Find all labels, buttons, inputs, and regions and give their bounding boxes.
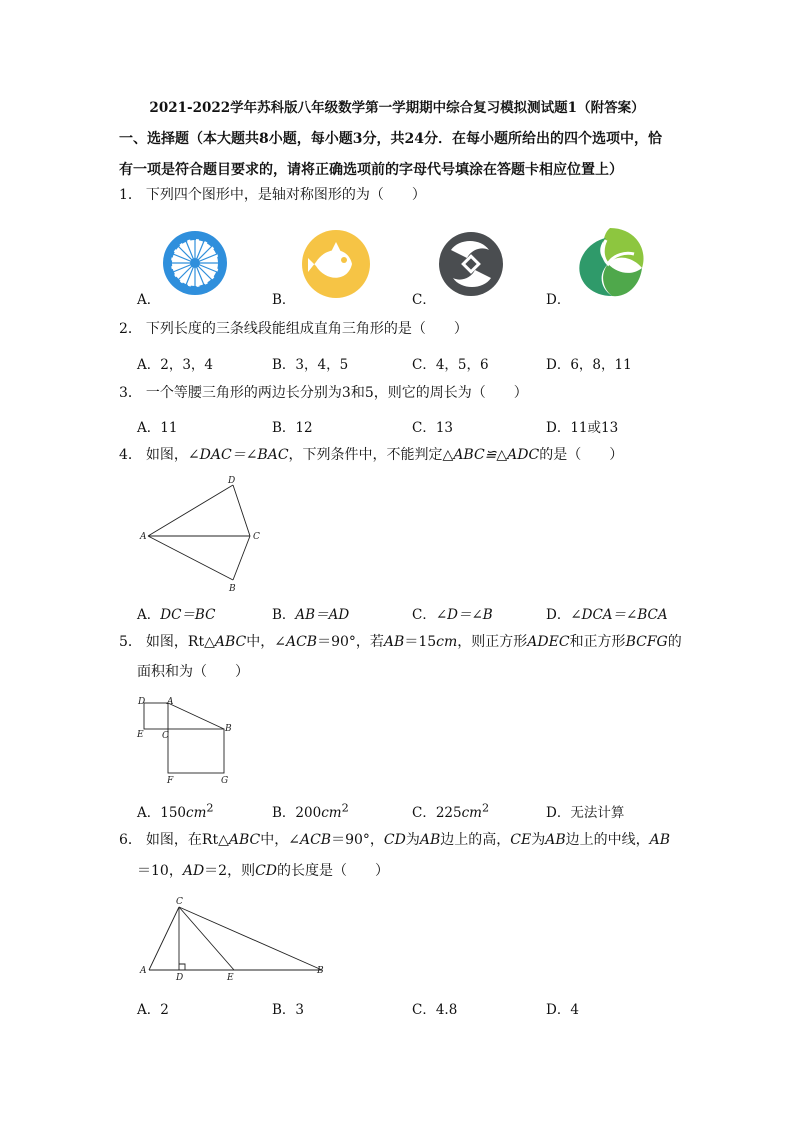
question-text: 如图，在Rt△ xyxy=(145,832,229,848)
math-var: ACB xyxy=(299,832,332,848)
question-text: ＝90°，若 xyxy=(317,634,384,650)
option-b[interactable] xyxy=(272,801,349,821)
question-number: 4． xyxy=(119,447,142,463)
option-b[interactable]: B．12 xyxy=(272,420,313,436)
option-b[interactable]: B．3 xyxy=(272,1002,305,1018)
option-text: AB＝AD xyxy=(295,607,350,623)
question-text: 和正方形 xyxy=(569,634,626,650)
math-var: CD xyxy=(255,863,278,879)
question-number: 6． xyxy=(119,832,142,848)
math-var: AB xyxy=(649,832,671,848)
math-var: cm xyxy=(436,634,458,650)
unit: cm xyxy=(461,805,482,821)
option-text: A．150 xyxy=(137,805,187,821)
question-text: 为 xyxy=(531,832,546,848)
math-var: BCFG xyxy=(625,634,668,650)
figure-right-triangle xyxy=(136,892,336,984)
option-a[interactable]: A．11 xyxy=(137,420,178,436)
question-text: 如图， xyxy=(145,447,188,463)
superscript: 2 xyxy=(481,801,490,815)
question-text: 边上的高， xyxy=(440,832,511,848)
option-letter: B． xyxy=(272,607,296,623)
option-a[interactable]: A．2，3，4 xyxy=(137,357,214,373)
question-text: 的长度是（ ） xyxy=(277,863,390,879)
option-a[interactable] xyxy=(137,801,214,821)
vertex-label-a: A xyxy=(140,966,147,976)
question-text: 一个等腰三角形的两边长分别为3和5，则它的周长为（ ） xyxy=(145,385,528,401)
vertex-label-b: B xyxy=(317,966,324,976)
section-line-1: 一、选择题（本大题共8小题，每小题3分，共24分．在每小题所给出的四个选项中，恰 xyxy=(119,131,662,147)
option-letter: D． xyxy=(546,607,571,623)
leaf-s-icon xyxy=(572,224,648,300)
option-text: B．200 xyxy=(272,805,322,821)
math-expression: △ABC≌△ADC xyxy=(442,447,540,463)
option-d[interactable]: D．6，8，11 xyxy=(546,357,632,373)
question-text: ＝10， xyxy=(137,863,183,879)
question-text: ＝15 xyxy=(404,634,437,650)
option-d[interactable] xyxy=(546,603,668,623)
option-letter: A． xyxy=(137,607,161,623)
flower-circle-icon xyxy=(160,228,230,298)
vertex-label-a: A xyxy=(140,532,147,542)
figure-quadrilateral-abcd xyxy=(138,470,268,596)
option-c[interactable] xyxy=(412,801,489,821)
vertex-label-e: E xyxy=(137,730,144,740)
question-1 xyxy=(119,180,426,210)
vertex-label-d: D xyxy=(228,476,236,486)
vertex-label-c: C xyxy=(176,897,183,907)
option-b[interactable]: B．3，4，5 xyxy=(272,357,349,373)
math-var: AB xyxy=(545,832,566,848)
question-text: 边上的中线， xyxy=(565,832,650,848)
math-var: CE xyxy=(510,832,532,848)
section-line-2: 有一项是符合题目要求的，请将正确选项前的字母代号填涂在答题卡相应位置上） xyxy=(119,162,623,178)
option-text: ∠DCA＝∠BCA xyxy=(570,607,668,623)
question-text: 中，∠ xyxy=(246,634,286,650)
math-var: CD xyxy=(383,832,406,848)
question-4 xyxy=(119,440,623,470)
math-var: ABC xyxy=(228,832,261,848)
question-text: 下列四个图形中，是轴对称图形的为（ ） xyxy=(145,187,426,203)
option-text: DC＝BC xyxy=(160,607,216,623)
question-text: ＝2，则 xyxy=(204,863,256,879)
vertex-label-d: D xyxy=(138,697,146,707)
option-c[interactable]: C． xyxy=(412,292,436,308)
question-text: ＝90°， xyxy=(331,832,384,848)
question-text: 下列长度的三条线段能组成直角三角形的是（ ） xyxy=(145,321,468,337)
question-number: 1． xyxy=(119,187,142,203)
question-text: ，则正方形 xyxy=(457,634,528,650)
vertex-label-c: C xyxy=(253,532,260,542)
vertex-label-f: F xyxy=(167,776,174,786)
option-text: C．225 xyxy=(412,805,462,821)
math-var: AB xyxy=(419,832,441,848)
option-c[interactable]: C．4，5，6 xyxy=(412,357,489,373)
question-2 xyxy=(119,314,468,344)
option-a[interactable]: A．2 xyxy=(137,1002,169,1018)
question-text: 的 xyxy=(667,634,682,650)
vertex-label-d: D xyxy=(176,973,184,983)
option-a[interactable] xyxy=(137,603,215,623)
vertex-label-c: C xyxy=(162,731,169,741)
section-heading xyxy=(119,124,679,186)
vertex-label-b: B xyxy=(229,584,236,594)
option-b[interactable]: B． xyxy=(272,292,296,308)
question-5 xyxy=(119,627,682,657)
option-d[interactable]: D．11或13 xyxy=(546,420,619,436)
vertex-label-b: B xyxy=(225,724,232,734)
superscript: 2 xyxy=(206,801,214,815)
question-number: 5． xyxy=(119,634,142,650)
option-b[interactable] xyxy=(272,603,349,623)
option-c[interactable]: C．13 xyxy=(412,420,454,436)
question-text: 中，∠ xyxy=(260,832,300,848)
question-text: ，下列条件中，不能判定 xyxy=(288,447,443,463)
vertex-label-g: G xyxy=(221,776,229,786)
question-text: 为 xyxy=(405,832,420,848)
fish-circle-icon xyxy=(300,228,372,300)
option-c[interactable]: C．4.8 xyxy=(412,1002,458,1018)
option-d[interactable]: D． xyxy=(546,292,571,308)
math-var: AB xyxy=(383,634,405,650)
option-text: ∠D＝∠B xyxy=(435,607,493,623)
page-title: 2021-2022学年苏科版八年级数学第一学期期中综合复习模拟测试题1（附答案） xyxy=(149,100,645,116)
question-6 xyxy=(119,825,670,855)
unit: cm xyxy=(321,805,342,821)
question-text: 如图，Rt△ xyxy=(145,634,215,650)
math-expression: ∠DAC＝∠BAC xyxy=(187,447,289,463)
math-var: ACB xyxy=(285,634,318,650)
option-d[interactable]: D．无法计算 xyxy=(546,805,625,821)
figure-squares xyxy=(136,694,236,786)
question-5-line-2: 面积和为（ ） xyxy=(137,664,249,680)
question-text: 的是（ ） xyxy=(539,447,624,463)
vertex-label-a: A xyxy=(167,697,174,707)
option-c[interactable] xyxy=(412,603,493,623)
question-3 xyxy=(119,378,528,408)
superscript: 2 xyxy=(341,801,349,815)
math-var: ABC xyxy=(214,634,247,650)
question-6-line-2 xyxy=(137,856,389,886)
option-a[interactable]: A． xyxy=(137,292,161,308)
unit: cm xyxy=(186,805,207,821)
math-var: ADEC xyxy=(527,634,570,650)
swirl-circle-icon xyxy=(437,230,505,298)
question-number: 3． xyxy=(119,385,142,401)
vertex-label-e: E xyxy=(227,973,234,983)
option-d[interactable]: D．4 xyxy=(546,1002,579,1018)
question-number: 2． xyxy=(119,321,142,337)
math-var: AD xyxy=(182,863,205,879)
option-letter: C． xyxy=(412,607,436,623)
